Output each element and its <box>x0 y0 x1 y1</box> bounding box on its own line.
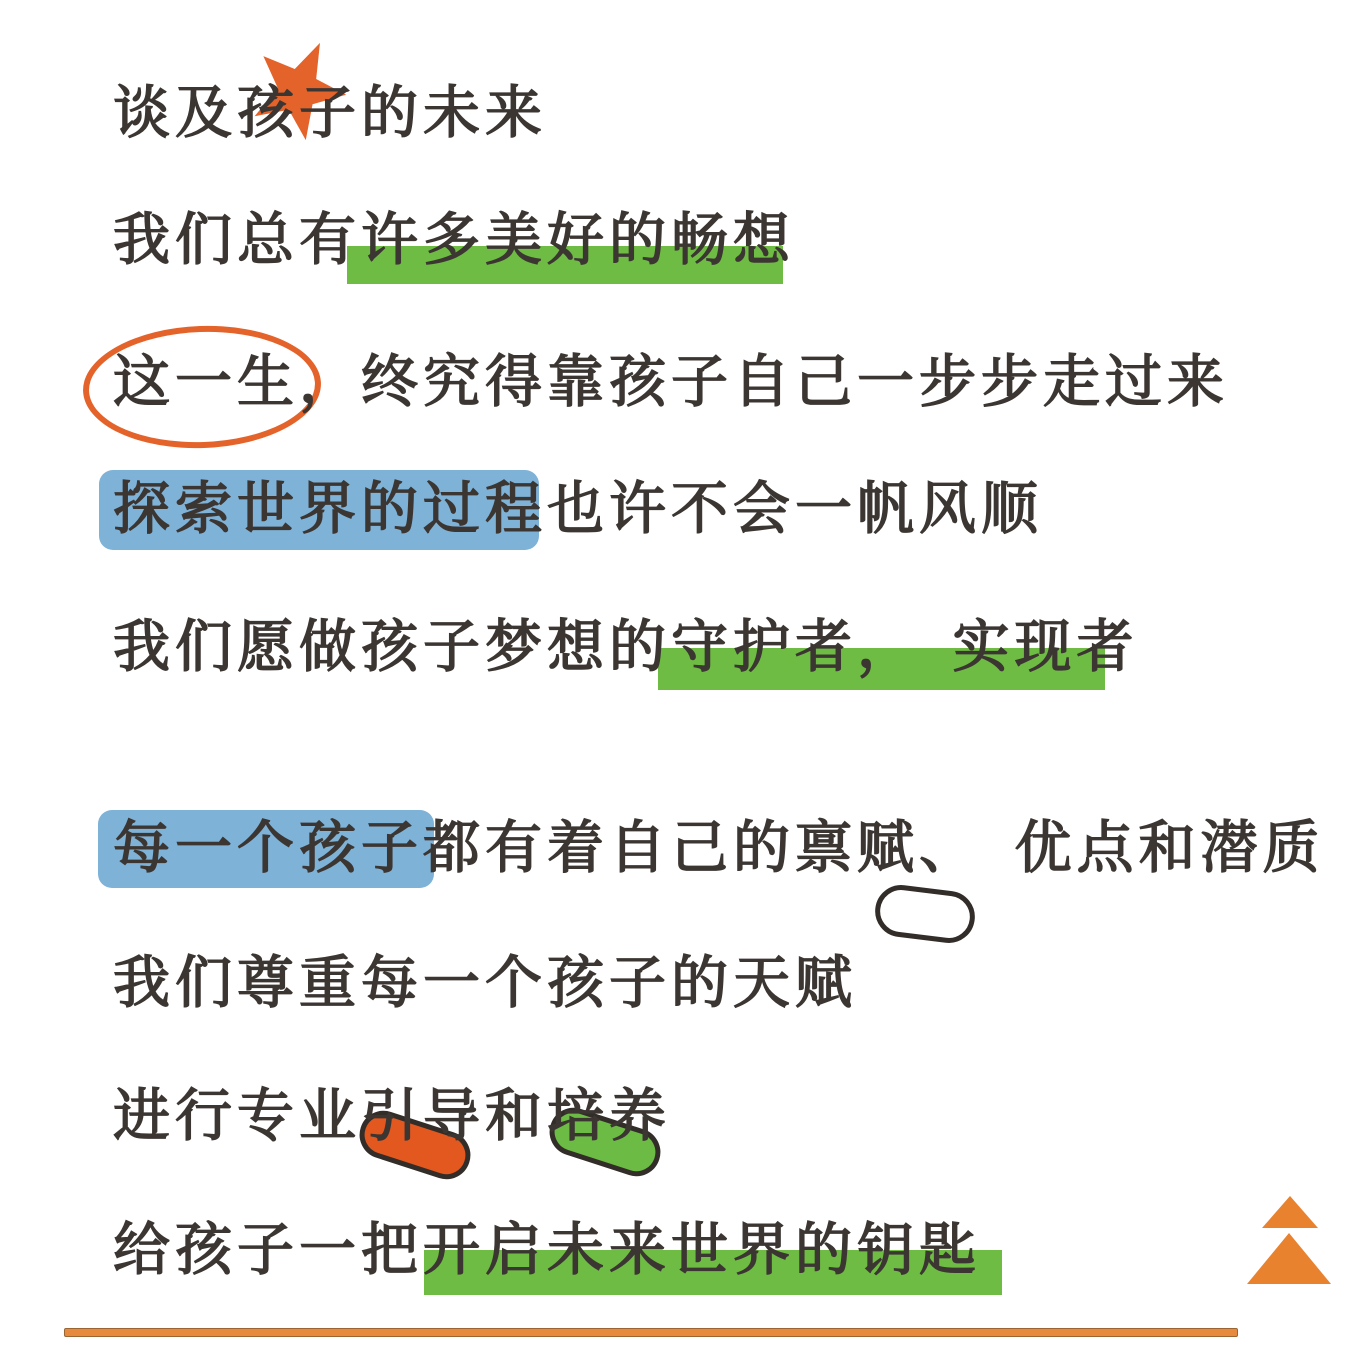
bottom-rule <box>64 1328 1238 1337</box>
poster-line-4: 探索世界的过程也许不会一帆风顺 <box>113 478 1043 541</box>
poster-line-9: 给孩子一把开启未来世界的钥匙 <box>113 1219 981 1282</box>
poster-line-6: 每一个孩子都有着自己的禀赋、 优点和潜质 <box>113 817 1325 880</box>
triangle-small-icon <box>1262 1196 1318 1228</box>
poster-line-3: 这一生，终究得靠孩子自己一步步走过来 <box>113 351 1229 414</box>
poster-line-1: 谈及孩子的未来 <box>113 82 547 145</box>
pill-outline-annotation <box>872 882 978 946</box>
triangle-large-icon <box>1247 1233 1331 1284</box>
poster-line-5: 我们愿做孩子梦想的守护者， 实现者 <box>113 616 1139 679</box>
poster-line-8: 进行专业引导和培养 <box>113 1085 671 1148</box>
poster-line-7: 我们尊重每一个孩子的天赋 <box>113 952 857 1015</box>
poster-line-2: 我们总有许多美好的畅想 <box>113 209 795 272</box>
